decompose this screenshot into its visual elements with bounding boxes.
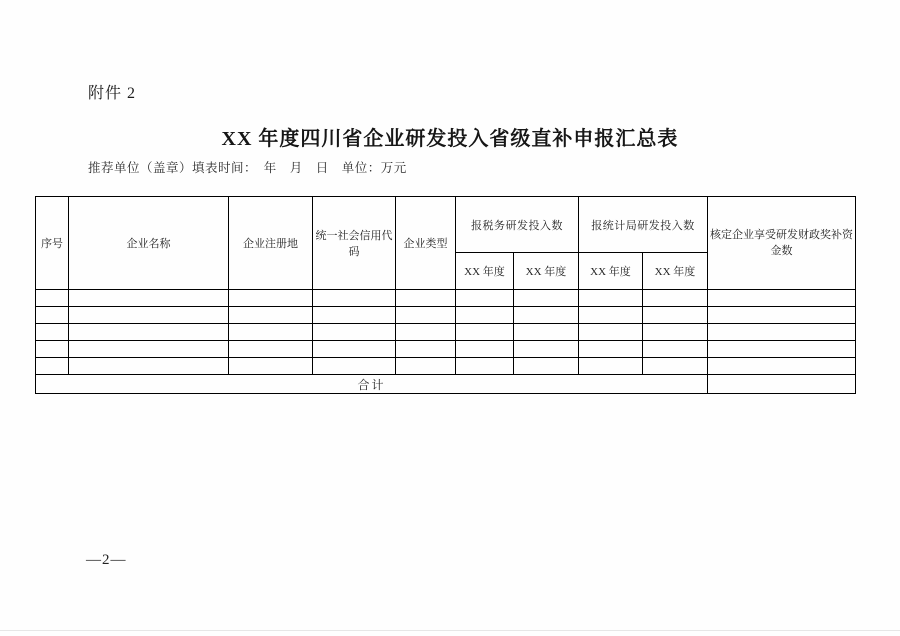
table-cell [396, 290, 456, 307]
total-label-cell: 合计 [36, 375, 708, 394]
table-cell [643, 290, 708, 307]
table-cell [456, 290, 514, 307]
table-cell [229, 290, 313, 307]
table-cell [456, 324, 514, 341]
table-cell [514, 307, 579, 324]
table-cell [229, 358, 313, 375]
scan-edge-line [0, 630, 900, 631]
table-row [36, 290, 856, 307]
table-row [36, 358, 856, 375]
table-cell [708, 358, 856, 375]
header-cell-credit-code: 统一社会信用代码 [313, 197, 396, 290]
table-cell [396, 324, 456, 341]
table-cell [69, 341, 229, 358]
table-cell [643, 307, 708, 324]
subheader-cell-year: XX 年度 [579, 253, 643, 290]
header-cell-company-name: 企业名称 [69, 197, 229, 290]
header-row-main [36, 197, 856, 253]
table-cell [514, 324, 579, 341]
table-cell [708, 307, 856, 324]
header-group-tax-rd: 报税务研发投入数 [456, 197, 579, 253]
table-cell [579, 358, 643, 375]
summary-table [35, 196, 856, 394]
table-cell [456, 341, 514, 358]
subheader-cell-year: XX 年度 [456, 253, 514, 290]
subheader-cell-year: XX 年度 [643, 253, 708, 290]
table-cell [514, 358, 579, 375]
header-cell-seq: 序号 [36, 197, 69, 290]
table-row [36, 341, 856, 358]
table-cell [313, 307, 396, 324]
form-meta-line: 推荐单位（盖章）填表时间： 年 月 日 单位：万元 [88, 161, 407, 175]
header-cell-subsidy: 核定企业享受研发财政奖补资金数 [708, 197, 856, 290]
total-value-cell [708, 375, 856, 394]
attachment-label: 附件 2 [88, 85, 137, 102]
table-cell [708, 290, 856, 307]
table-cell [514, 341, 579, 358]
table-cell [579, 324, 643, 341]
header-cell-reg-place: 企业注册地 [229, 197, 313, 290]
table-cell [643, 358, 708, 375]
table-cell [396, 307, 456, 324]
table-cell [313, 324, 396, 341]
header-cell-company-type: 企业类型 [396, 197, 456, 290]
table-row [36, 324, 856, 341]
table-row [36, 307, 856, 324]
subheader-cell-year: XX 年度 [514, 253, 579, 290]
table-cell [643, 324, 708, 341]
table-cell [313, 358, 396, 375]
header-group-stats-rd: 报统计局研发投入数 [579, 197, 708, 253]
table-cell [36, 341, 69, 358]
table-cell [36, 307, 69, 324]
table-cell [229, 341, 313, 358]
table-cell [514, 290, 579, 307]
table-cell [36, 290, 69, 307]
table-cell [36, 324, 69, 341]
table-cell [313, 341, 396, 358]
table-cell [69, 358, 229, 375]
table-cell [229, 324, 313, 341]
table-cell [579, 341, 643, 358]
table-cell [69, 290, 229, 307]
table-cell [396, 341, 456, 358]
table-cell [708, 341, 856, 358]
table-cell [69, 324, 229, 341]
table-cell [396, 358, 456, 375]
total-row [36, 375, 856, 394]
page-title: XX 年度四川省企业研发投入省级直补申报汇总表 [221, 128, 679, 150]
table-cell [579, 307, 643, 324]
table-cell [579, 290, 643, 307]
table-cell [69, 307, 229, 324]
table-cell [708, 324, 856, 341]
table-cell [313, 290, 396, 307]
page-number: —2— [86, 552, 127, 568]
table-cell [456, 307, 514, 324]
table-cell [456, 358, 514, 375]
table-cell [229, 307, 313, 324]
table-cell [36, 358, 69, 375]
table-cell [643, 341, 708, 358]
